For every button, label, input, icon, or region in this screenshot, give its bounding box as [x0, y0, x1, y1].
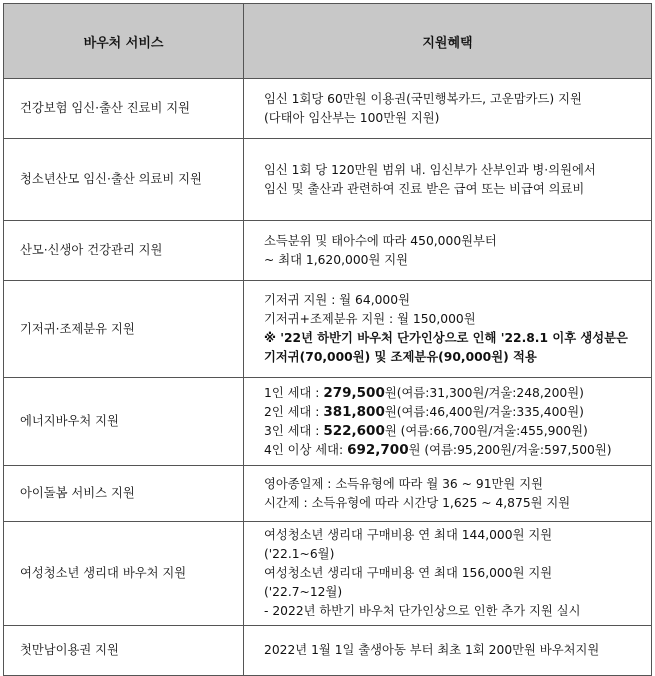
benefit-note: 기저귀(70,000원) 및 조제분유(90,000원) 적용: [264, 350, 537, 364]
benefit-line: 여성청소년 생리대 구매비용 연 최대 156,000원 지원: [264, 566, 553, 580]
energy-line: [264, 384, 645, 403]
benefit-line: 영아종일제 : 소득유형에 따라 월 36 ~ 91만원 지원: [264, 476, 543, 491]
benefit-line: 임신 1회당 60만원 이용권(국민행복카드, 고운맘카드) 지원: [264, 91, 582, 106]
benefit-line: - 2022년 하반기 바우처 단가인상으로 인한 추가 지원 실시: [264, 604, 581, 618]
energy-detail: 원(여름:31,300원/겨울:248,200원): [384, 385, 584, 400]
benefit-note: ※ '22년 하반기 바우처 단가인상으로 인해 '22.8.1 이후 생성분은: [264, 331, 628, 345]
service-name: 아이돌봄 서비스 지원: [4, 466, 244, 522]
table-row: [4, 139, 652, 221]
benefit-cell: [244, 139, 652, 221]
table-row: [4, 281, 652, 378]
table-header-row: [4, 4, 652, 79]
benefit-cell: [244, 378, 652, 466]
table-row: [4, 378, 652, 466]
table-row: [4, 79, 652, 139]
energy-amount: 381,800: [323, 403, 385, 420]
voucher-table: [3, 3, 652, 676]
benefit-cell: [244, 281, 652, 378]
energy-amount: 692,700: [347, 441, 409, 458]
energy-line: [264, 441, 645, 460]
energy-detail: 원(여름:46,400원/겨울:335,400원): [384, 404, 584, 419]
benefit-line: 2022년 1월 1일 출생아동 부터 최초 1회 200만원 바우처지원: [264, 643, 600, 657]
energy-amount: 279,500: [323, 384, 385, 401]
energy-line: [264, 422, 645, 441]
energy-label: 2인 세대 :: [264, 404, 324, 419]
benefit-line: ('22.7~12월): [264, 585, 343, 599]
benefit-cell: [244, 522, 652, 626]
energy-amount: 522,600: [323, 422, 385, 439]
benefit-line: ('22.1~6월): [264, 547, 335, 561]
energy-label: 3인 세대 :: [264, 423, 324, 438]
benefit-line: 기저귀+조제분유 지원 : 월 150,000원: [264, 312, 476, 326]
benefit-line: (다태아 임산부는 100만원 지원): [264, 110, 440, 125]
service-name: 기저귀·조제분유 지원: [4, 281, 244, 378]
benefit-line: 시간제 : 소득유형에 따라 시간당 1,625 ~ 4,875원 지원: [264, 495, 571, 510]
energy-line: [264, 403, 645, 422]
table-row: [4, 522, 652, 626]
benefit-line: 기저귀 지원 : 월 64,000원: [264, 293, 410, 307]
benefit-line: 소득분위 및 태아수에 따라 450,000원부터: [264, 233, 497, 248]
table-row: [4, 626, 652, 676]
benefit-line: 임신 및 출산과 관련하여 진료 받은 급여 또는 비급여 의료비: [264, 181, 585, 196]
service-name: 여성청소년 생리대 바우처 지원: [4, 522, 244, 626]
table-row: [4, 466, 652, 522]
benefit-cell: [244, 79, 652, 139]
service-name: 산모·신생아 건강관리 지원: [4, 221, 244, 281]
benefit-line: 여성청소년 생리대 구매비용 연 최대 144,000원 지원: [264, 528, 553, 542]
service-name: 건강보험 임신·출산 진료비 지원: [4, 79, 244, 139]
energy-detail: 원 (여름:95,200원/겨울:597,500원): [408, 442, 612, 457]
header-benefit: 지원혜택: [244, 4, 652, 79]
service-name: 청소년산모 임신·출산 의료비 지원: [4, 139, 244, 221]
benefit-cell: [244, 626, 652, 676]
energy-label: 4인 이상 세대:: [264, 442, 348, 457]
table-row: [4, 221, 652, 281]
header-service: 바우처 서비스: [4, 4, 244, 79]
benefit-line: 임신 1회 당 120만원 범위 내. 임신부가 산부인과 병·의원에서: [264, 162, 596, 177]
service-name: 첫만남이용권 지원: [4, 626, 244, 676]
energy-detail: 원 (여름:66,700원/겨울:455,900원): [384, 423, 588, 438]
benefit-line: ~ 최대 1,620,000원 지원: [264, 252, 409, 267]
energy-label: 1인 세대 :: [264, 385, 324, 400]
benefit-cell: [244, 466, 652, 522]
benefit-cell: [244, 221, 652, 281]
service-name: 에너지바우처 지원: [4, 378, 244, 466]
